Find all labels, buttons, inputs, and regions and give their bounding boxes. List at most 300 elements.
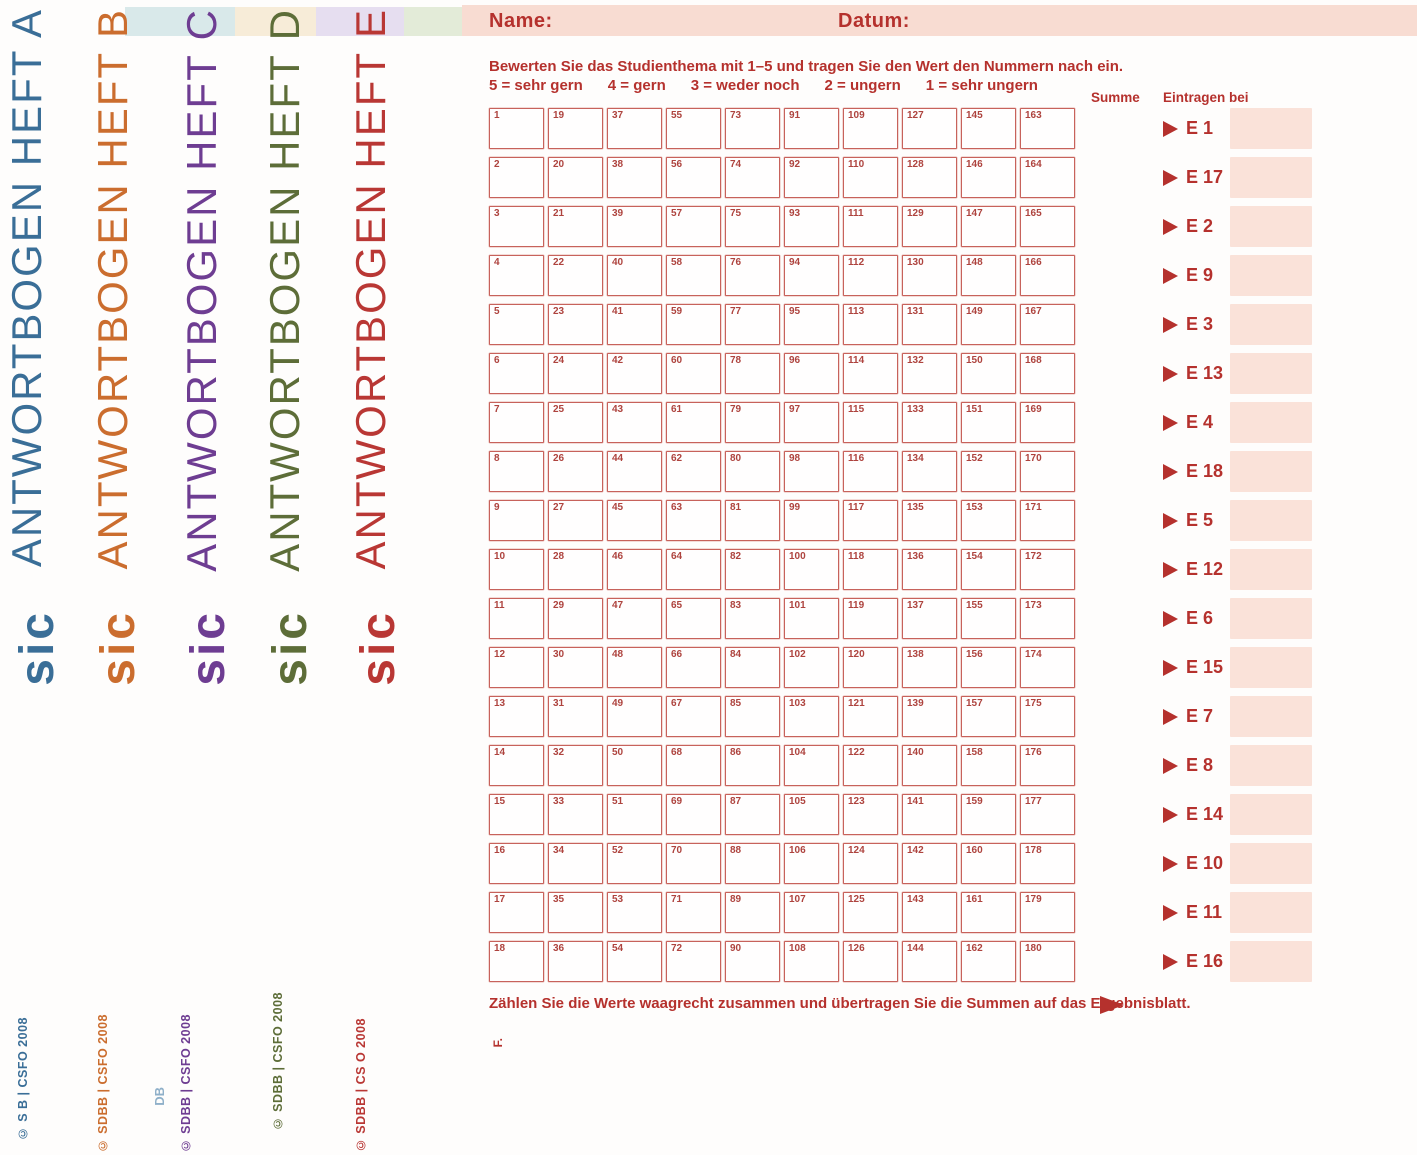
grid-cell[interactable] bbox=[725, 353, 780, 394]
grid-cell-number: 5 bbox=[494, 306, 500, 317]
grid-cell-number: 74 bbox=[730, 159, 742, 170]
grid-cell[interactable] bbox=[607, 892, 662, 933]
entry-input-box[interactable] bbox=[1230, 206, 1312, 247]
grid-cell[interactable] bbox=[784, 353, 839, 394]
ghost-text-db: DB bbox=[152, 1087, 167, 1106]
grid-cell[interactable] bbox=[489, 647, 544, 688]
grid-cell[interactable] bbox=[725, 500, 780, 541]
grid-cell[interactable] bbox=[902, 549, 957, 590]
entry-input-box[interactable] bbox=[1230, 549, 1312, 590]
grid-cell-number: 60 bbox=[671, 355, 683, 366]
entry-input-box[interactable] bbox=[1230, 157, 1312, 198]
grid-cell-number: 29 bbox=[553, 600, 565, 611]
grid-cell[interactable] bbox=[666, 108, 721, 149]
grid-cell-number: 75 bbox=[730, 208, 742, 219]
grid-cell[interactable] bbox=[666, 500, 721, 541]
grid-cell[interactable] bbox=[548, 451, 603, 492]
grid-cell[interactable] bbox=[1020, 696, 1075, 737]
grid-cell[interactable] bbox=[1020, 206, 1075, 247]
grid-cell[interactable] bbox=[725, 598, 780, 639]
grid-cell[interactable] bbox=[666, 157, 721, 198]
grid-cell[interactable] bbox=[843, 549, 898, 590]
grid-cell-number: 129 bbox=[907, 208, 924, 219]
grid-cell-number: 38 bbox=[612, 159, 624, 170]
grid-cell[interactable] bbox=[902, 500, 957, 541]
grid-cell[interactable] bbox=[902, 941, 957, 982]
grid-cell[interactable] bbox=[902, 206, 957, 247]
grid-cell[interactable] bbox=[725, 647, 780, 688]
grid-cell[interactable] bbox=[548, 157, 603, 198]
grid-cell[interactable] bbox=[961, 157, 1016, 198]
grid-cell[interactable] bbox=[961, 941, 1016, 982]
grid-cell[interactable] bbox=[548, 843, 603, 884]
grid-cell[interactable] bbox=[1020, 353, 1075, 394]
grid-cell[interactable] bbox=[607, 402, 662, 443]
grid-cell-number: 99 bbox=[789, 502, 801, 513]
grid-cell-number: 30 bbox=[553, 649, 565, 660]
grid-cell[interactable] bbox=[489, 794, 544, 835]
grid-cell[interactable] bbox=[784, 745, 839, 786]
grid-cell[interactable] bbox=[784, 647, 839, 688]
grid-cell[interactable] bbox=[843, 255, 898, 296]
grid-cell[interactable] bbox=[666, 941, 721, 982]
grid-cell-number: 104 bbox=[789, 747, 806, 758]
grid-cell[interactable] bbox=[784, 108, 839, 149]
grid-cell-number: 160 bbox=[966, 845, 983, 856]
grid-cell[interactable] bbox=[1020, 157, 1075, 198]
grid-cell-number: 113 bbox=[848, 306, 865, 317]
grid-cell[interactable] bbox=[489, 451, 544, 492]
grid-cell[interactable] bbox=[548, 549, 603, 590]
entry-row bbox=[1163, 304, 1312, 345]
grid-cell[interactable] bbox=[784, 549, 839, 590]
grid-cell[interactable] bbox=[666, 451, 721, 492]
grid-cell-number: 85 bbox=[730, 698, 742, 709]
sheet-title-e: ANTWORTBOGEN HEFT E bbox=[347, 8, 394, 570]
grid-cell[interactable] bbox=[489, 941, 544, 982]
grid-cell[interactable] bbox=[961, 451, 1016, 492]
grid-cell[interactable] bbox=[784, 500, 839, 541]
entry-label: E 16 bbox=[1186, 951, 1224, 971]
grid-cell-number: 76 bbox=[730, 257, 742, 268]
grid-cell[interactable] bbox=[1020, 500, 1075, 541]
grid-cell[interactable] bbox=[784, 941, 839, 982]
entry-input-box[interactable] bbox=[1230, 255, 1312, 296]
grid-cell[interactable] bbox=[843, 157, 898, 198]
grid-cell-number: 46 bbox=[612, 551, 624, 562]
sic-logo-a: sic bbox=[11, 610, 64, 686]
grid-cell[interactable] bbox=[843, 941, 898, 982]
grid-cell[interactable] bbox=[666, 549, 721, 590]
grid-cell-number: 98 bbox=[789, 453, 801, 464]
grid-cell[interactable] bbox=[843, 108, 898, 149]
entry-input-box[interactable] bbox=[1230, 402, 1312, 443]
grid-cell-number: 147 bbox=[966, 208, 983, 219]
grid-cell[interactable] bbox=[725, 206, 780, 247]
grid-cell[interactable] bbox=[725, 255, 780, 296]
grid-cell[interactable] bbox=[725, 157, 780, 198]
grid-cell[interactable] bbox=[843, 402, 898, 443]
grid-cell[interactable] bbox=[666, 843, 721, 884]
grid-cell-number: 164 bbox=[1025, 159, 1042, 170]
entry-input-box[interactable] bbox=[1230, 304, 1312, 345]
header-band bbox=[462, 5, 1417, 36]
grid-cell[interactable] bbox=[843, 745, 898, 786]
grid-cell[interactable] bbox=[607, 647, 662, 688]
grid-cell[interactable] bbox=[725, 745, 780, 786]
grid-cell[interactable] bbox=[489, 353, 544, 394]
grid-cell[interactable] bbox=[725, 843, 780, 884]
grid-cell[interactable] bbox=[843, 647, 898, 688]
grid-cell[interactable] bbox=[961, 108, 1016, 149]
grid-cell-number: 88 bbox=[730, 845, 742, 856]
grid-cell[interactable] bbox=[548, 353, 603, 394]
grid-cell-number: 166 bbox=[1025, 257, 1042, 268]
grid-cell[interactable] bbox=[607, 206, 662, 247]
grid-cell[interactable] bbox=[961, 647, 1016, 688]
entry-arrow-icon bbox=[1163, 611, 1178, 627]
grid-cell[interactable] bbox=[725, 941, 780, 982]
grid-cell[interactable] bbox=[489, 402, 544, 443]
name-label: Name: bbox=[489, 10, 553, 32]
grid-cell[interactable] bbox=[902, 892, 957, 933]
sheet-title-b: ANTWORTBOGEN HEFT B bbox=[89, 8, 136, 570]
grid-cell[interactable] bbox=[666, 745, 721, 786]
grid-cell[interactable] bbox=[1020, 941, 1075, 982]
grid-cell-number: 27 bbox=[553, 502, 565, 513]
grid-cell[interactable] bbox=[489, 304, 544, 345]
grid-cell[interactable] bbox=[607, 451, 662, 492]
grid-cell-number: 153 bbox=[966, 502, 983, 513]
grid-cell[interactable] bbox=[548, 696, 603, 737]
grid-cell-number: 47 bbox=[612, 600, 624, 611]
entry-input-box[interactable] bbox=[1230, 696, 1312, 737]
grid-cell-number: 73 bbox=[730, 110, 742, 121]
grid-cell[interactable] bbox=[666, 892, 721, 933]
grid-cell[interactable] bbox=[607, 255, 662, 296]
grid-cell[interactable] bbox=[489, 598, 544, 639]
grid-cell[interactable] bbox=[548, 108, 603, 149]
grid-cell[interactable] bbox=[607, 941, 662, 982]
grid-cell[interactable] bbox=[607, 598, 662, 639]
grid-cell[interactable] bbox=[548, 598, 603, 639]
entry-label: E 18 bbox=[1186, 461, 1224, 481]
grid-cell-number: 34 bbox=[553, 845, 565, 856]
grid-cell[interactable] bbox=[843, 451, 898, 492]
grid-cell-number: 173 bbox=[1025, 600, 1042, 611]
grid-cell-number: 28 bbox=[553, 551, 565, 562]
grid-cell[interactable] bbox=[666, 794, 721, 835]
grid-cell[interactable] bbox=[1020, 745, 1075, 786]
grid-cell[interactable] bbox=[489, 745, 544, 786]
grid-cell-number: 108 bbox=[789, 943, 806, 954]
grid-cell[interactable] bbox=[961, 304, 1016, 345]
grid-cell[interactable] bbox=[902, 843, 957, 884]
grid-cell-number: 59 bbox=[671, 306, 683, 317]
grid-cell[interactable] bbox=[607, 549, 662, 590]
grid-cell[interactable] bbox=[548, 500, 603, 541]
grid-cell[interactable] bbox=[666, 206, 721, 247]
grid-cell-number: 146 bbox=[966, 159, 983, 170]
grid-cell[interactable] bbox=[843, 304, 898, 345]
entry-row bbox=[1163, 108, 1312, 149]
grid-cell[interactable] bbox=[902, 402, 957, 443]
grid-cell-number: 48 bbox=[612, 649, 624, 660]
grid-cell-number: 87 bbox=[730, 796, 742, 807]
grid-cell[interactable] bbox=[489, 549, 544, 590]
grid-cell-number: 86 bbox=[730, 747, 742, 758]
grid-cell[interactable] bbox=[607, 108, 662, 149]
grid-cell[interactable] bbox=[489, 157, 544, 198]
grid-cell-number: 89 bbox=[730, 894, 742, 905]
grid-cell[interactable] bbox=[666, 402, 721, 443]
grid-cell-number: 156 bbox=[966, 649, 983, 660]
grid-cell[interactable] bbox=[1020, 892, 1075, 933]
grid-cell-number: 155 bbox=[966, 600, 983, 611]
entry-row bbox=[1163, 941, 1312, 982]
grid-cell[interactable] bbox=[961, 843, 1016, 884]
grid-cell[interactable] bbox=[489, 892, 544, 933]
grid-cell[interactable] bbox=[784, 794, 839, 835]
grid-cell[interactable] bbox=[666, 696, 721, 737]
grid-cell-number: 137 bbox=[907, 600, 924, 611]
entry-input-box[interactable] bbox=[1230, 647, 1312, 688]
grid-cell[interactable] bbox=[489, 500, 544, 541]
entry-input-box[interactable] bbox=[1230, 745, 1312, 786]
grid-cell[interactable] bbox=[843, 696, 898, 737]
grid-cell-number: 106 bbox=[789, 845, 806, 856]
grid-cell[interactable] bbox=[902, 255, 957, 296]
grid-cell[interactable] bbox=[961, 500, 1016, 541]
grid-cell[interactable] bbox=[548, 647, 603, 688]
entry-arrow-icon bbox=[1163, 317, 1178, 333]
grid-cell[interactable] bbox=[961, 353, 1016, 394]
entry-row bbox=[1163, 206, 1312, 247]
grid-cell[interactable] bbox=[607, 843, 662, 884]
grid-cell[interactable] bbox=[961, 745, 1016, 786]
grid-cell[interactable] bbox=[725, 402, 780, 443]
grid-cell[interactable] bbox=[843, 206, 898, 247]
grid-cell[interactable] bbox=[607, 745, 662, 786]
grid-cell-number: 81 bbox=[730, 502, 742, 513]
grid-cell[interactable] bbox=[489, 255, 544, 296]
grid-cell-number: 32 bbox=[553, 747, 565, 758]
entry-input-box[interactable] bbox=[1230, 843, 1312, 884]
grid-cell[interactable] bbox=[548, 304, 603, 345]
grid-cell[interactable] bbox=[902, 304, 957, 345]
grid-cell-number: 149 bbox=[966, 306, 983, 317]
grid-cell[interactable] bbox=[784, 304, 839, 345]
entry-row bbox=[1163, 500, 1312, 541]
grid-cell-number: 96 bbox=[789, 355, 801, 366]
grid-cell[interactable] bbox=[961, 892, 1016, 933]
grid-cell[interactable] bbox=[725, 549, 780, 590]
grid-cell[interactable] bbox=[607, 353, 662, 394]
entry-input-box[interactable] bbox=[1230, 892, 1312, 933]
grid-cell-number: 105 bbox=[789, 796, 806, 807]
grid-cell[interactable] bbox=[843, 598, 898, 639]
grid-cell-number: 168 bbox=[1025, 355, 1042, 366]
entry-input-box[interactable] bbox=[1230, 451, 1312, 492]
grid-cell[interactable] bbox=[902, 647, 957, 688]
grid-cell[interactable] bbox=[1020, 549, 1075, 590]
grid-cell[interactable] bbox=[1020, 451, 1075, 492]
grid-cell-number: 94 bbox=[789, 257, 801, 268]
grid-cell[interactable] bbox=[1020, 255, 1075, 296]
grid-cell[interactable] bbox=[548, 402, 603, 443]
grid-cell[interactable] bbox=[725, 304, 780, 345]
grid-cell[interactable] bbox=[784, 892, 839, 933]
grid-cell[interactable] bbox=[784, 157, 839, 198]
grid-cell-number: 118 bbox=[848, 551, 865, 562]
grid-cell[interactable] bbox=[843, 843, 898, 884]
grid-cell[interactable] bbox=[607, 157, 662, 198]
grid-cell-number: 33 bbox=[553, 796, 565, 807]
entry-arrow-icon bbox=[1163, 415, 1178, 431]
grid-cell[interactable] bbox=[666, 598, 721, 639]
grid-cell[interactable] bbox=[607, 794, 662, 835]
grid-cell[interactable] bbox=[961, 696, 1016, 737]
entry-arrow-icon bbox=[1163, 464, 1178, 480]
grid-cell[interactable] bbox=[666, 304, 721, 345]
entry-input-box[interactable] bbox=[1230, 353, 1312, 394]
grid-cell[interactable] bbox=[902, 353, 957, 394]
grid-cell[interactable] bbox=[784, 255, 839, 296]
grid-cell[interactable] bbox=[607, 500, 662, 541]
grid-cell[interactable] bbox=[548, 745, 603, 786]
entry-row bbox=[1163, 892, 1312, 933]
grid-cell[interactable] bbox=[725, 108, 780, 149]
grid-cell[interactable] bbox=[843, 794, 898, 835]
entry-input-box[interactable] bbox=[1230, 794, 1312, 835]
entry-row bbox=[1163, 255, 1312, 296]
grid-cell[interactable] bbox=[902, 451, 957, 492]
grid-cell[interactable] bbox=[548, 255, 603, 296]
grid-cell[interactable] bbox=[1020, 402, 1075, 443]
entry-row bbox=[1163, 843, 1312, 884]
grid-cell[interactable] bbox=[725, 451, 780, 492]
grid-cell[interactable] bbox=[961, 794, 1016, 835]
grid-cell-number: 68 bbox=[671, 747, 683, 758]
grid-cell-number: 4 bbox=[494, 257, 500, 268]
grid-cell-number: 67 bbox=[671, 698, 683, 709]
grid-cell[interactable] bbox=[1020, 647, 1075, 688]
grid-cell[interactable] bbox=[1020, 304, 1075, 345]
grid-cell-number: 58 bbox=[671, 257, 683, 268]
grid-cell[interactable] bbox=[843, 892, 898, 933]
grid-cell[interactable] bbox=[961, 549, 1016, 590]
grid-cell[interactable] bbox=[902, 108, 957, 149]
grid-cell[interactable] bbox=[1020, 108, 1075, 149]
grid-cell[interactable] bbox=[784, 402, 839, 443]
grid-cell-number: 130 bbox=[907, 257, 924, 268]
grid-cell[interactable] bbox=[902, 598, 957, 639]
grid-cell-number: 126 bbox=[848, 943, 865, 954]
grid-cell-number: 174 bbox=[1025, 649, 1042, 660]
grid-cell[interactable] bbox=[1020, 794, 1075, 835]
entry-row bbox=[1163, 598, 1312, 639]
grid-cell[interactable] bbox=[843, 500, 898, 541]
grid-cell[interactable] bbox=[666, 647, 721, 688]
grid-cell[interactable] bbox=[902, 745, 957, 786]
grid-cell[interactable] bbox=[961, 255, 1016, 296]
grid-cell-number: 8 bbox=[494, 453, 500, 464]
grid-cell-number: 90 bbox=[730, 943, 742, 954]
grid-cell-number: 54 bbox=[612, 943, 624, 954]
grid-cell-number: 14 bbox=[494, 747, 506, 758]
grid-cell[interactable] bbox=[902, 696, 957, 737]
grid-cell-number: 140 bbox=[907, 747, 924, 758]
grid-cell-number: 175 bbox=[1025, 698, 1042, 709]
grid-cell[interactable] bbox=[784, 451, 839, 492]
grid-cell[interactable] bbox=[548, 794, 603, 835]
grid-cell[interactable] bbox=[607, 304, 662, 345]
grid-cell[interactable] bbox=[725, 794, 780, 835]
grid-cell[interactable] bbox=[902, 157, 957, 198]
entry-label: E 13 bbox=[1186, 363, 1224, 383]
entry-row bbox=[1163, 353, 1312, 394]
grid-cell[interactable] bbox=[784, 206, 839, 247]
grid-cell-number: 167 bbox=[1025, 306, 1042, 317]
grid-cell[interactable] bbox=[784, 696, 839, 737]
grid-cell-number: 172 bbox=[1025, 551, 1042, 562]
entry-arrow-icon bbox=[1163, 709, 1178, 725]
grid-cell[interactable] bbox=[961, 402, 1016, 443]
grid-cell-number: 151 bbox=[966, 404, 983, 415]
grid-cell[interactable] bbox=[489, 696, 544, 737]
entry-row bbox=[1163, 157, 1312, 198]
grid-cell[interactable] bbox=[666, 353, 721, 394]
grid-cell[interactable] bbox=[784, 598, 839, 639]
grid-cell[interactable] bbox=[1020, 598, 1075, 639]
grid-cell[interactable] bbox=[843, 353, 898, 394]
grid-cell[interactable] bbox=[961, 598, 1016, 639]
grid-cell[interactable] bbox=[784, 843, 839, 884]
entry-input-box[interactable] bbox=[1230, 108, 1312, 149]
summe-header: Summe bbox=[1091, 90, 1140, 105]
grid-cell-number: 102 bbox=[789, 649, 806, 660]
grid-cell[interactable] bbox=[666, 255, 721, 296]
grid-cell[interactable] bbox=[489, 206, 544, 247]
entry-arrow-icon bbox=[1163, 268, 1178, 284]
grid-cell[interactable] bbox=[489, 108, 544, 149]
entry-label: E 6 bbox=[1186, 608, 1214, 628]
grid-cell-number: 83 bbox=[730, 600, 742, 611]
entry-label: E 17 bbox=[1186, 167, 1224, 187]
grid-cell-number: 159 bbox=[966, 796, 983, 807]
grid-cell[interactable] bbox=[548, 206, 603, 247]
grid-cell-number: 171 bbox=[1025, 502, 1042, 513]
grid-cell[interactable] bbox=[1020, 843, 1075, 884]
grid-cell-number: 144 bbox=[907, 943, 924, 954]
entry-input-box[interactable] bbox=[1230, 598, 1312, 639]
grid-cell[interactable] bbox=[961, 206, 1016, 247]
grid-cell[interactable] bbox=[607, 696, 662, 737]
grid-cell[interactable] bbox=[725, 696, 780, 737]
entry-label: E 15 bbox=[1186, 657, 1224, 677]
grid-cell[interactable] bbox=[548, 892, 603, 933]
grid-cell[interactable] bbox=[725, 892, 780, 933]
grid-cell[interactable] bbox=[489, 843, 544, 884]
entry-input-box[interactable] bbox=[1230, 941, 1312, 982]
grid-cell[interactable] bbox=[548, 941, 603, 982]
grid-cell-number: 2 bbox=[494, 159, 500, 170]
grid-cell[interactable] bbox=[902, 794, 957, 835]
grid-cell-number: 107 bbox=[789, 894, 806, 905]
grid-cell-number: 103 bbox=[789, 698, 806, 709]
grid-cell-number: 114 bbox=[848, 355, 865, 366]
entry-input-box[interactable] bbox=[1230, 500, 1312, 541]
